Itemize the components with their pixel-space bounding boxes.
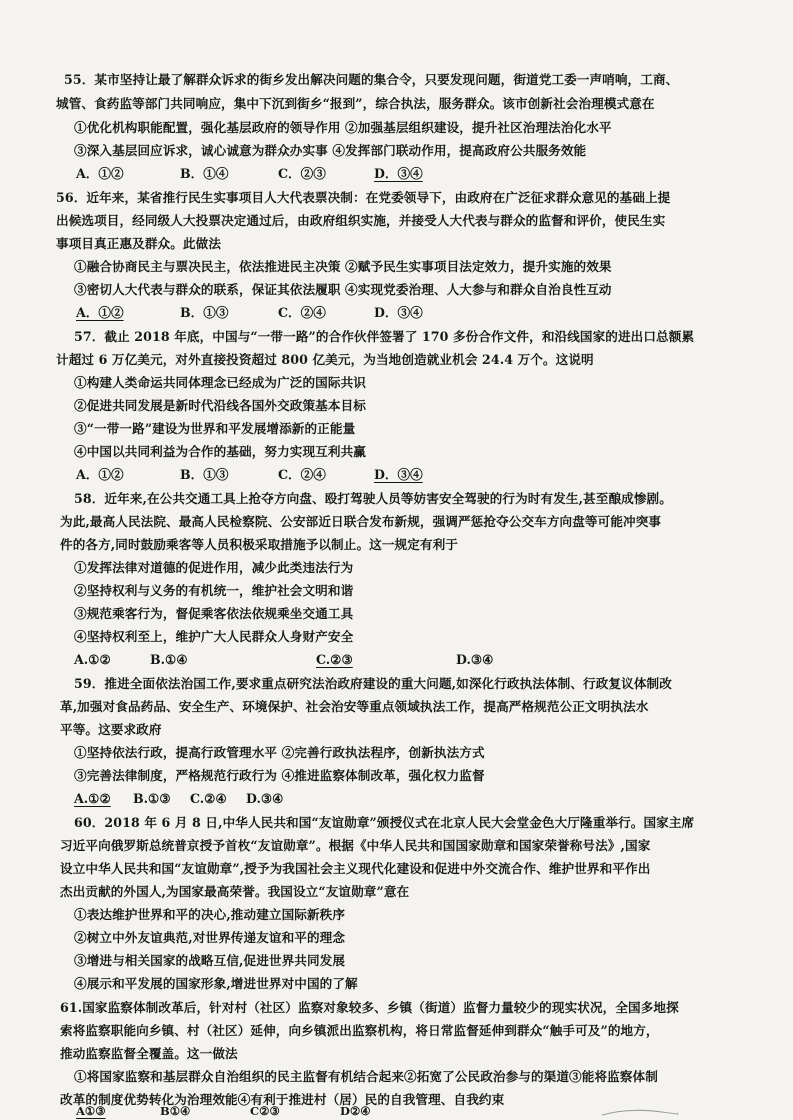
q58-choice-3: ③规范乘客行为，督促乘客依法依规乘坐交通工具 (74, 606, 354, 621)
q58-option-b: B.①④ (150, 652, 188, 667)
q59-option-d: D.③④ (246, 791, 284, 806)
q61-choice-line-2: 改革的制度优势转化为治理效能④有利于推进村（居）民的自我管理、自我约束 (60, 1092, 505, 1107)
q58-option-a: A.①② (74, 652, 111, 667)
q61-option-c: C②③ (250, 1104, 280, 1118)
q56-stem-line-3: 事项目真正惠及群众。此做法 (56, 236, 222, 251)
q60-choice-3: ③增进与相关国家的战略互信,促进世界共同发展 (74, 953, 346, 968)
q56-stem-line-1: 56．近年来，某省推行民生实事项目人大代表票决制：在党委领导下，由政府在广泛征求群众意见的基础上提 (56, 190, 671, 205)
q57-choice-1: ①构建人类命运共同体理念已经成为广泛的国际共识 (74, 375, 366, 390)
q60-stem-line-2: 习近平向俄罗斯总统普京授予首枚“友谊勋章”。根据《中华人民共和国国家勋章和国家荣誉称号法》,国家 (60, 838, 651, 853)
q56-option-c: C．②④ (278, 305, 326, 320)
q55-choice-line-2: ③深入基层回应诉求，诚心诚意为群众办实事 ④发挥部门联动作用，提高政府公共服务效能 (74, 143, 587, 158)
q58-stem-line-1: 58．近年来,在公共交通工具上抢夺方向盘、殴打驾驶人员等妨害安全驾驶的行为时有发生,甚至酿成惨剧。 (74, 491, 672, 506)
q61-option-d: D②④ (340, 1104, 371, 1118)
q58-choice-1: ①发挥法律对道德的促进作用，减少此类违法行为 (74, 560, 354, 575)
q61-stem-line-3: 推动监察监督全覆盖。这一做法 (60, 1046, 238, 1061)
q56-choice-line-2: ③密切人大代表与群众的联系，保证其依法履职 ④实现党委治理、人大参与和群众自治良性互动 (74, 282, 612, 297)
q60-stem-line-4: 杰出贡献的外国人,为国家最高荣誉。我国设立“友谊勋章”意在 (60, 884, 410, 899)
q57-stem-line-2: 计超过 6 万亿美元，对外直接投资超过 800 亿美元，为当地创造就业机会 24.4 万个。这说明 (56, 352, 594, 367)
q57-option-a: A．①② (76, 467, 124, 482)
q57-option-d: D．③④ (374, 467, 423, 482)
q55-option-b: B．①④ (180, 166, 229, 181)
q56-option-b: B．①③ (180, 305, 229, 320)
q56-stem-line-2: 出候选项目，经同级人大投票决定通过后，由政府组织实施，并接受人大代表与群众的监督和评价，使民生实 (56, 213, 666, 228)
q55-stem-line-2: 城管、食药监等部门共同响应，集中下沉到街乡“报到”，综合执法，服务群众。该市创新社会治理模式意在 (56, 96, 655, 111)
q58-stem-line-3: 件的各方,同时鼓励乘客等人员积极采取措施予以制止。这一规定有利于 (60, 537, 458, 552)
q56-choice-line-1: ①融合协商民主与票决民主，依法推进民主决策 ②赋予民生实事项目法定效力，提升实施的效果 (74, 259, 612, 274)
q55-choice-line-1: ①优化机构职能配置，强化基层政府的领导作用 ②加强基层组织建设，提升社区治理法治化水平 (74, 120, 612, 135)
q56-option-d: D．③④ (374, 305, 423, 320)
q60-stem-line-1: 60．2018 年 6 月 8 日,中华人民共和国“友谊勋章”颁授仪式在北京人民大会堂金色大厅隆重举行。国家主席 (74, 815, 695, 830)
q58-option-c: C.②③ (316, 652, 353, 667)
q61-choice-line-1: ①将国家监察和基层群众自治组织的民主监督有机结合起来②拓宽了公民政治参与的渠道③能将监察体制 (74, 1069, 658, 1084)
q59-option-a: A.①② (74, 791, 111, 806)
pen-mark (600, 1106, 680, 1118)
q57-choice-4: ④中国以共同利益为合作的基础，努力实现互利共赢 (74, 444, 366, 459)
q60-choice-1: ①表达维护世界和平的决心,推动建立国际新秩序 (74, 907, 346, 922)
q61-stem-line-1: 61.国家监察体制改革后，针对村（社区）监察对象较多、乡镇（街道）监督力量较少的现实状况，全国多地探 (60, 1000, 679, 1015)
q57-choice-3: ③“一带一路”建设为世界和平发展增添新的正能量 (74, 421, 356, 436)
q60-choice-4: ④展示和平发展的国家形象,增进世界对中国的了解 (74, 976, 358, 991)
q60-choice-2: ②树立中外友谊典范,对世界传递友谊和平的理念 (74, 930, 346, 945)
q58-choice-4: ④坚持权利至上，维护广大人民群众人身财产安全 (74, 629, 354, 644)
q55-option-a: A．①② (76, 166, 124, 181)
q55-option-c: C．②③ (278, 166, 326, 181)
q61-option-b: B①④ (160, 1104, 191, 1118)
q59-choice-line-1: ①坚持依法行政，提高行政管理水平 ②完善行政执法程序，创新执法方式 (74, 745, 485, 760)
q60-stem-line-3: 设立中华人民共和国“友谊勋章”,授予为我国社会主义现代化建设和促进中外交流合作、维护世界和平作出 (60, 861, 651, 876)
q58-choice-2: ②坚持权利与义务的有机统一，维护社会文明和谐 (74, 583, 354, 598)
q55-stem-line-1: 55．某市坚持让最了解群众诉求的街乡发出解决问题的集合令，只要发现问题，街道党工委一声哨响，工商、 (64, 72, 679, 87)
q59-option-c: C.②④ (190, 791, 227, 806)
q55-option-d: D．③④ (374, 166, 423, 181)
q59-stem-line-3: 平等。这要求政府 (60, 722, 162, 737)
q59-stem-line-1: 59．推进全面依法治国工作,要求重点研究法治政府建设的重大问题,如深化行政执法体制、行政复议体制改 (74, 676, 672, 691)
q61-option-a: A①③ (76, 1104, 106, 1118)
q58-stem-line-2: 为此,最高人民法院、最高人民检察院、公安部近日联合发布新规，强调严惩抢夺公交车方向盘等可能冲突事 (60, 514, 662, 529)
q59-choice-line-2: ③完善法律制度，严格规范行政行为 ④推进监察体制改革，强化权力监督 (74, 768, 485, 783)
q57-choice-2: ②促进共同发展是新时代沿线各国外交政策基本目标 (74, 398, 366, 413)
q57-stem-line-1: 57．截止 2018 年底，中国与“一带一路”的合作伙伴签署了 170 多份合作文件，和沿线国家的进出口总额累 (74, 329, 695, 344)
q59-stem-line-2: 革,加强对食品药品、安全生产、环境保护、社会治安等重点领域执法工作，提高严格规范公正文明执法水 (60, 699, 649, 714)
q61-stem-line-2: 索将监察职能向乡镇、村（社区）延伸，向乡镇派出监察机构，将日常监督延伸到群众“触手可及”的地方， (60, 1023, 659, 1038)
q57-option-c: C．②④ (278, 467, 326, 482)
q57-option-b: B．①③ (180, 467, 229, 482)
q56-option-a: A．①② (76, 305, 124, 320)
q59-option-b: B.①③ (133, 791, 171, 806)
q58-option-d: D.③④ (456, 652, 494, 667)
